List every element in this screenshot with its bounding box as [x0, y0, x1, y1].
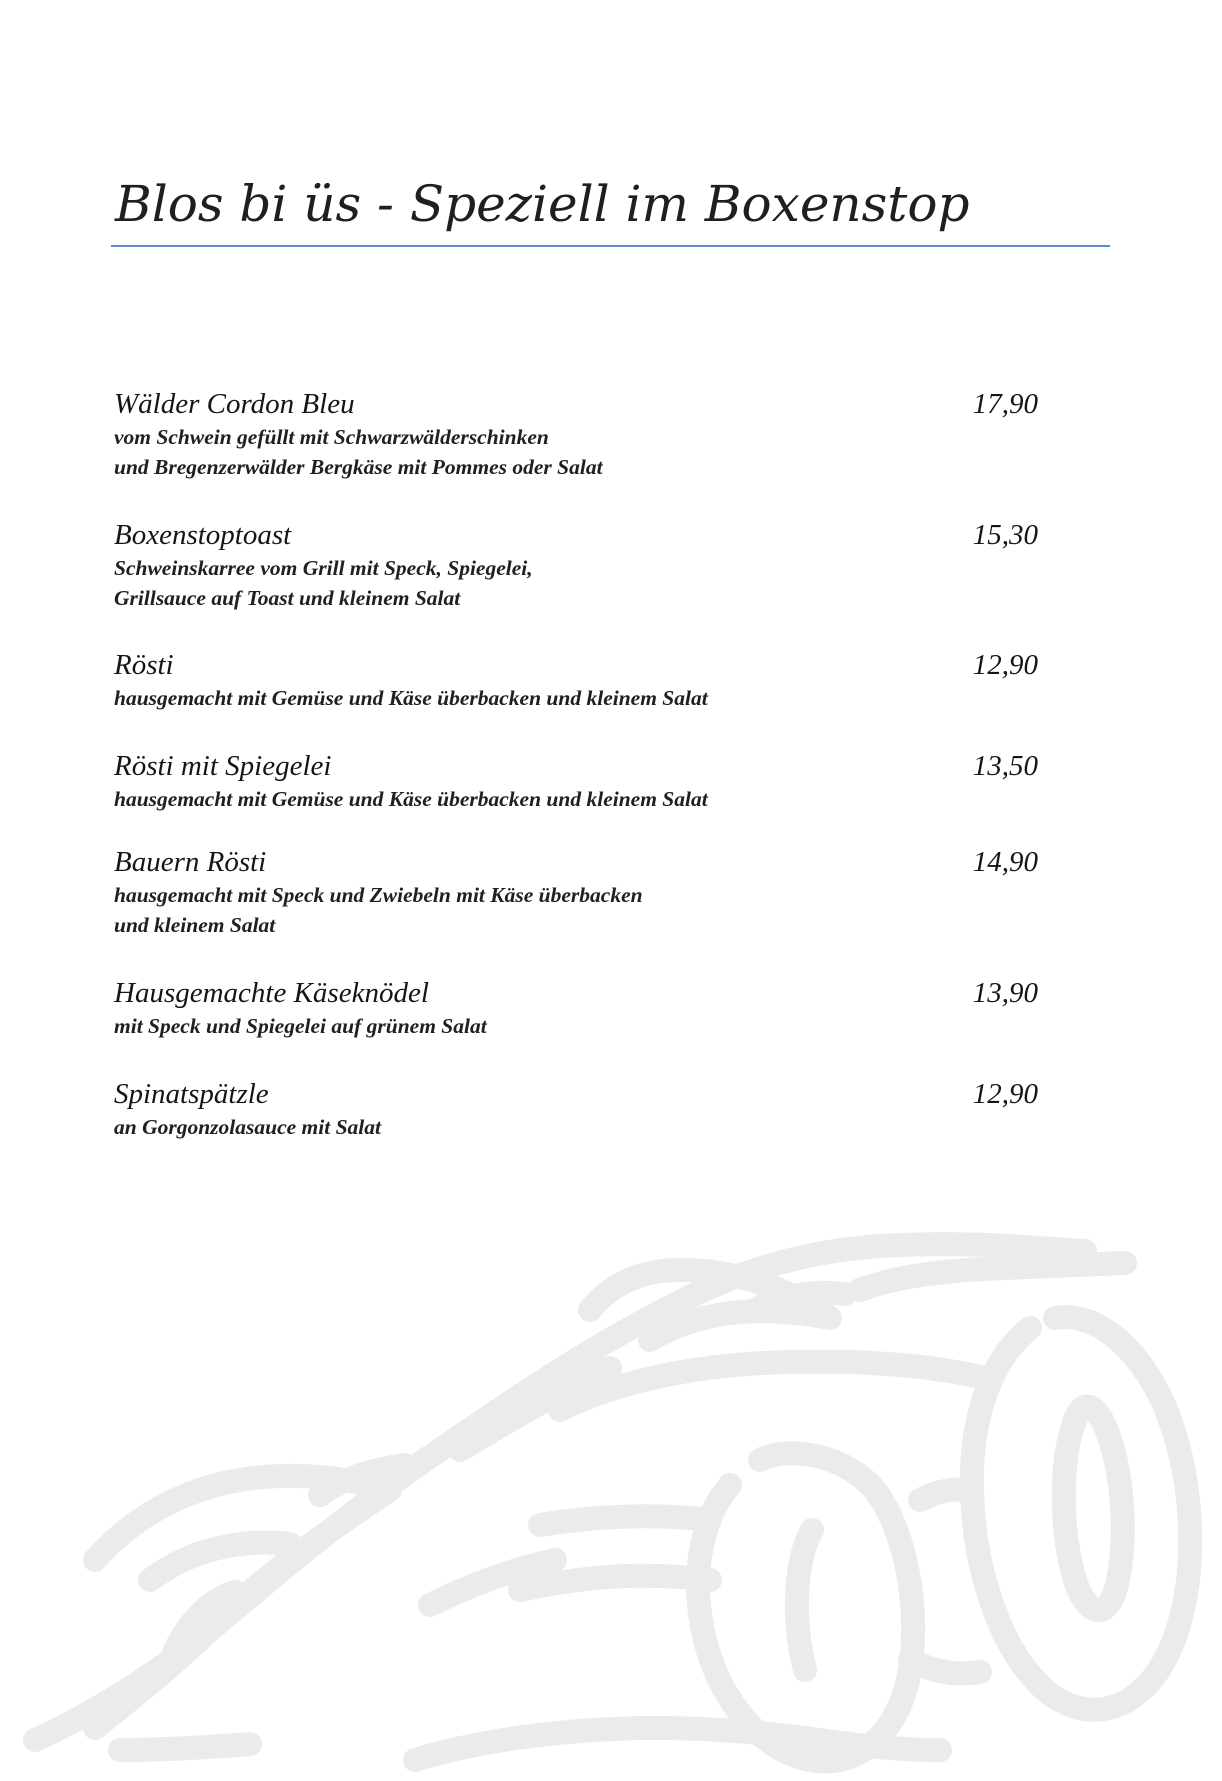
menu-item-description: mit Speck und Spiegelei auf grünem Salat	[114, 1014, 487, 1038]
title-underline	[111, 245, 1110, 247]
menu-item-description: und kleinem Salat	[114, 913, 276, 937]
menu-item	[114, 748, 1044, 844]
menu-item-name: Hausgemachte Käseknödel	[114, 977, 429, 1009]
menu-item-name: Spinatspätzle	[114, 1078, 269, 1110]
menu-item-price: 17,90	[972, 388, 1038, 420]
menu-item	[114, 517, 1044, 647]
menu-item-price: 12,90	[972, 649, 1038, 681]
menu-item-name: Boxenstoptoast	[114, 519, 292, 551]
menu-item-price: 15,30	[972, 519, 1038, 551]
menu-item	[114, 844, 1044, 975]
menu-item-name: Rösti mit Spiegelei	[114, 750, 332, 782]
menu-item-price: 12,90	[972, 1078, 1038, 1110]
menu-list	[114, 386, 1044, 1146]
menu-item-price: 13,50	[972, 750, 1038, 782]
menu-item	[114, 386, 1044, 517]
menu-item-name: Rösti	[114, 649, 174, 681]
menu-item	[114, 647, 1044, 748]
menu-item-description: vom Schwein gefüllt mit Schwarzwälderschinken	[114, 425, 549, 449]
menu-item-price: 13,90	[972, 977, 1038, 1009]
race-car-icon	[0, 1060, 1222, 1781]
menu-item-description: Schweinskarree vom Grill mit Speck, Spiegelei,	[114, 556, 533, 580]
menu-item-description: hausgemacht mit Gemüse und Käse überbacken und kleinem Salat	[114, 787, 708, 811]
menu-item-description: an Gorgonzolasauce mit Salat	[114, 1115, 382, 1139]
menu-item-name: Wälder Cordon Bleu	[114, 388, 355, 420]
menu-item-price: 14,90	[972, 846, 1038, 878]
menu-item-description: Grillsauce auf Toast und kleinem Salat	[114, 586, 461, 610]
menu-item-description: und Bregenzerwälder Bergkäse mit Pommes oder Salat	[114, 455, 603, 479]
page-title: Blos bi üs - Speziell im Boxenstop	[115, 175, 970, 233]
menu-item-description: hausgemacht mit Speck und Zwiebeln mit Käse überbacken	[114, 883, 643, 907]
menu-item-description: hausgemacht mit Gemüse und Käse überbacken und kleinem Salat	[114, 686, 708, 710]
menu-item-name: Bauern Rösti	[114, 846, 267, 878]
